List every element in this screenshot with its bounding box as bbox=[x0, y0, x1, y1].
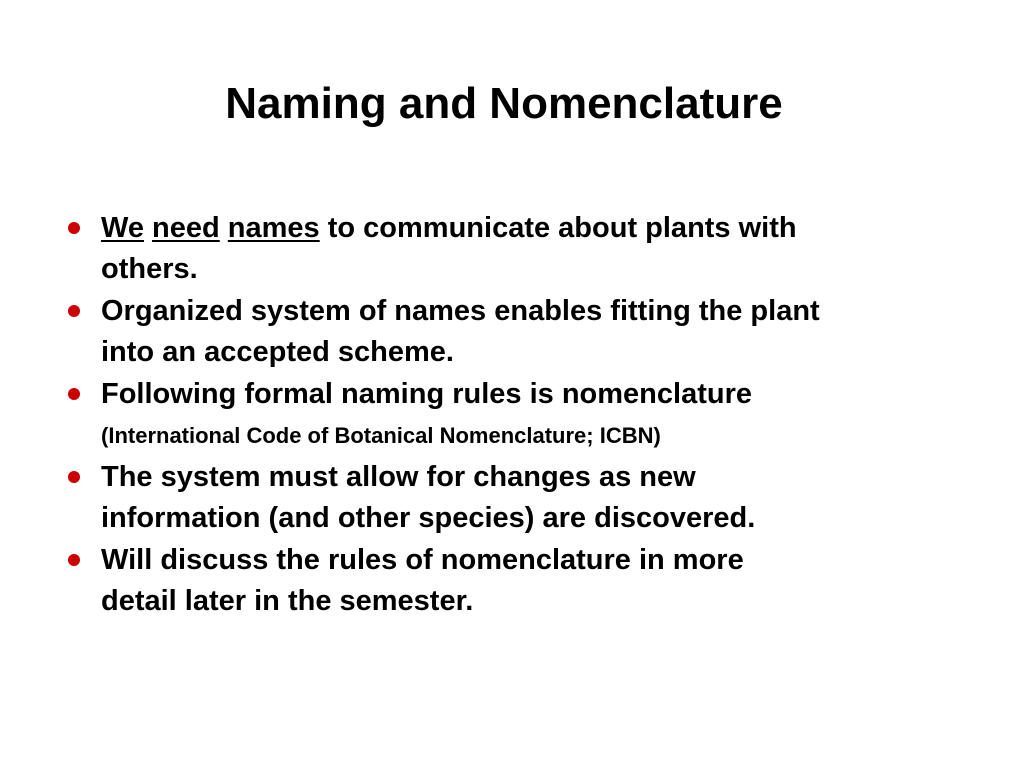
bullet-text: to communicate about plants with bbox=[327, 212, 797, 244]
underlined-word-names: names bbox=[227, 212, 320, 244]
bullet-line: information (and other species) are discovered. bbox=[101, 502, 756, 534]
bullet-line: into an accepted scheme. bbox=[101, 336, 454, 368]
bullet-item bbox=[60, 540, 960, 622]
bullet-dot-icon bbox=[68, 554, 80, 566]
bullet-list bbox=[60, 208, 960, 623]
underlined-word-need: need bbox=[152, 212, 220, 244]
bullet-item bbox=[60, 457, 960, 539]
bullet-line: detail later in the semester. bbox=[101, 585, 474, 617]
bullet-item bbox=[60, 208, 960, 290]
bullet-line bbox=[101, 208, 960, 249]
bullet-line: Following formal naming rules is nomenclature bbox=[101, 378, 752, 410]
underlined-word-we: We bbox=[101, 212, 144, 244]
bullet-dot-icon bbox=[68, 471, 80, 483]
bullet-line-small: (International Code of Botanical Nomenclature; ICBN) bbox=[101, 423, 661, 448]
bullet-line: Organized system of names enables fitting the plant bbox=[101, 295, 820, 327]
bullet-dot-icon bbox=[68, 305, 80, 317]
slide-title: Naming and Nomenclature bbox=[225, 79, 783, 128]
bullet-line: others. bbox=[101, 253, 198, 285]
bullet-line: Will discuss the rules of nomenclature in more bbox=[101, 544, 744, 576]
bullet-item bbox=[60, 374, 960, 456]
bullet-item bbox=[60, 291, 960, 373]
bullet-dot-icon bbox=[68, 222, 80, 234]
bullet-dot-icon bbox=[68, 388, 80, 400]
bullet-line: The system must allow for changes as new bbox=[101, 461, 696, 493]
